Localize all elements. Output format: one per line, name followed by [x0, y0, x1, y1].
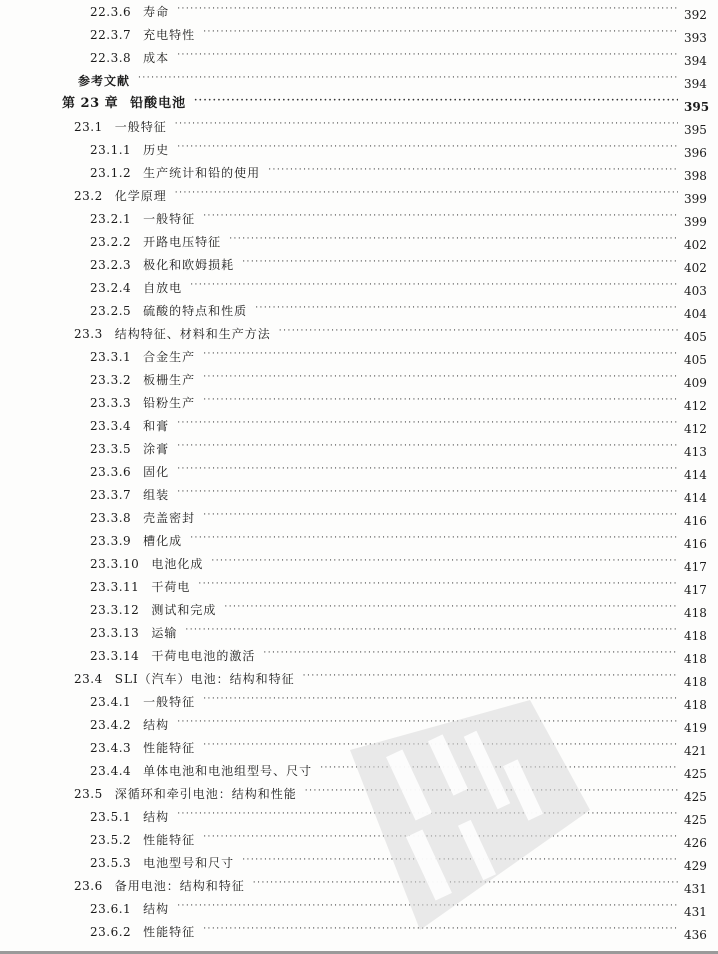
toc-entry-number: 23.1.2 — [90, 166, 132, 180]
toc-leader-dots — [177, 416, 678, 430]
toc-leader-dots — [177, 439, 678, 453]
toc-subsection-row[interactable] — [0, 847, 718, 873]
toc-subsection-row[interactable] — [0, 341, 718, 367]
toc-leader-dots — [253, 876, 678, 890]
toc-page-number: 399 — [684, 192, 707, 206]
toc-leader-dots — [242, 853, 678, 867]
toc-subsection-row[interactable] — [0, 0, 718, 22]
toc-entry-title: 槽化成 — [143, 534, 183, 548]
toc-page-number: 431 — [684, 882, 707, 896]
toc-subsection-row[interactable] — [0, 916, 718, 942]
toc-leader-dots — [203, 830, 678, 844]
toc-entry-title: 性能特征 — [143, 833, 196, 847]
toc-subsection-row[interactable] — [0, 571, 718, 597]
toc-page-number: 418 — [684, 675, 707, 689]
toc-entry-number: 23.6 — [74, 879, 103, 893]
toc-section-row[interactable] — [0, 318, 718, 344]
toc-chapter-row[interactable] — [0, 88, 718, 114]
toc-leader-dots — [203, 692, 678, 706]
toc-page-number: 394 — [684, 77, 707, 91]
toc-leader-dots — [194, 94, 678, 108]
toc-entry-number: 22.3.6 — [90, 5, 132, 19]
toc-leader-dots — [203, 25, 678, 39]
toc-entry-number: 23.2.1 — [90, 212, 132, 226]
toc-leader-dots — [177, 140, 678, 154]
toc-entry-number: 23.6.1 — [90, 902, 132, 916]
toc-leader-dots — [177, 807, 678, 821]
toc-entry-title: 成本 — [143, 51, 170, 65]
toc-entry-title: 一般特征 — [143, 695, 196, 709]
toc-entry-number: 23.3.9 — [90, 534, 132, 548]
toc-page-number: 405 — [684, 330, 707, 344]
toc-page-number: 399 — [684, 215, 707, 229]
toc-subsection-row[interactable] — [0, 226, 718, 252]
toc-leader-dots — [203, 209, 678, 223]
toc-subsection-row[interactable] — [0, 272, 718, 298]
toc-page-number: 402 — [684, 238, 707, 252]
toc-page-number: 416 — [684, 537, 707, 551]
toc-subsection-row[interactable] — [0, 824, 718, 850]
toc-entry-title: 硫酸的特点和性质 — [143, 304, 248, 318]
toc-leader-dots — [203, 738, 678, 752]
toc-leader-dots — [263, 646, 678, 660]
toc-page-number: 426 — [684, 836, 707, 850]
toc-section-row[interactable] — [0, 663, 718, 689]
toc-entry-title: 固化 — [143, 465, 170, 479]
toc-entry-title: 历史 — [143, 143, 170, 157]
toc-entry-number: 23.2.3 — [90, 258, 132, 272]
toc-leader-dots — [224, 600, 678, 614]
toc-page-number: 416 — [684, 514, 707, 528]
toc-subsection-row[interactable] — [0, 295, 718, 321]
toc-page-number: 425 — [684, 767, 707, 781]
toc-subsection-row[interactable] — [0, 134, 718, 160]
toc-leader-dots — [175, 186, 678, 200]
toc-entry-title: 结构特征、材料和生产方法 — [114, 327, 271, 341]
toc-page-number: 412 — [684, 399, 707, 413]
toc-page-number: 418 — [684, 629, 707, 643]
toc-page-number: 412 — [684, 422, 707, 436]
toc-leader-dots — [190, 278, 678, 292]
toc-entry-number: 23.5.2 — [90, 833, 132, 847]
toc-subsection-row[interactable] — [0, 686, 718, 712]
toc-leader-dots — [190, 531, 678, 545]
toc-entry-number: 23.6.2 — [90, 925, 132, 939]
toc-page-number: 404 — [684, 307, 707, 321]
toc-leader-dots — [268, 163, 678, 177]
toc-entry-title: 电池化成 — [151, 557, 204, 571]
toc-subsection-row[interactable] — [0, 19, 718, 45]
toc-subsection-row[interactable] — [0, 594, 718, 620]
toc-section-row[interactable] — [0, 870, 718, 896]
toc-page-number: 403 — [684, 284, 707, 298]
toc-entry-number: 23.2.5 — [90, 304, 132, 318]
toc-page-number: 396 — [684, 146, 707, 160]
toc-subsection-row[interactable] — [0, 42, 718, 68]
toc-entry-title: 干荷电 — [151, 580, 191, 594]
toc-leader-dots — [177, 899, 678, 913]
toc-page-number: 409 — [684, 376, 707, 390]
toc-leader-dots — [138, 71, 678, 85]
toc-entry-number: 23.3.7 — [90, 488, 132, 502]
toc-entry-title: 结构 — [143, 810, 170, 824]
toc-page-number: 392 — [684, 8, 707, 22]
toc-entry-title: 一般特征 — [143, 212, 196, 226]
toc-subsection-row[interactable] — [0, 433, 718, 459]
toc-entry-title: 铅酸电池 — [130, 96, 187, 111]
toc-entry-number: 23.4.4 — [90, 764, 132, 778]
toc-entry-title: 自放电 — [143, 281, 183, 295]
toc-entry-number: 23.5.1 — [90, 810, 132, 824]
toc-page-number: 395 — [684, 123, 707, 137]
toc-entry-number: 23.3.5 — [90, 442, 132, 456]
toc-entry-number: 23.2.4 — [90, 281, 132, 295]
toc-page-number: 429 — [684, 859, 707, 873]
toc-entry-title: 单体电池和电池组型号、尺寸 — [143, 764, 313, 778]
toc-page-number: 414 — [684, 491, 707, 505]
toc-leader-dots — [177, 462, 678, 476]
toc-entry-number: 23.2.2 — [90, 235, 132, 249]
toc-entry-number: 23.4.2 — [90, 718, 132, 732]
toc-leader-dots — [175, 117, 678, 131]
toc-page-number: 417 — [684, 560, 707, 574]
toc-entry-number: 23.4 — [74, 672, 103, 686]
toc-entry-title: 深循环和牵引电池：结构和性能 — [114, 787, 297, 801]
toc-entry-number: 23.1 — [74, 120, 103, 134]
toc-subsection-row[interactable] — [0, 617, 718, 643]
toc-entry-title: 结构 — [143, 718, 170, 732]
toc-subsection-row[interactable] — [0, 479, 718, 505]
toc-leader-dots — [177, 48, 678, 62]
toc-page-number: 402 — [684, 261, 707, 275]
toc-entry-title: 性能特征 — [143, 925, 196, 939]
toc-entry-number: 23.3.10 — [90, 557, 140, 571]
toc-subsection-row[interactable] — [0, 410, 718, 436]
toc-subsection-row[interactable] — [0, 525, 718, 551]
toc-entry-number: 23.1.1 — [90, 143, 132, 157]
toc-entry-number: 23.3.12 — [90, 603, 140, 617]
toc-subsection-row[interactable] — [0, 502, 718, 528]
toc-entry-number: 23.3.4 — [90, 419, 132, 433]
toc-entry-number: 23.3.6 — [90, 465, 132, 479]
toc-leader-dots — [198, 577, 678, 591]
toc-page-number: 417 — [684, 583, 707, 597]
toc-entry-title: SLI（汽车）电池：结构和特征 — [114, 672, 295, 686]
toc-leader-dots — [229, 232, 678, 246]
toc-page-number: 418 — [684, 698, 707, 712]
toc-page-number: 395 — [684, 100, 710, 114]
toc-entry-number: 23.3.3 — [90, 396, 132, 410]
toc-subsection-row[interactable] — [0, 709, 718, 735]
toc-subsection-row[interactable] — [0, 801, 718, 827]
toc-entry-title: 性能特征 — [143, 741, 196, 755]
toc-subsection-row[interactable] — [0, 249, 718, 275]
toc-subsection-row[interactable] — [0, 893, 718, 919]
toc-page-number: 418 — [684, 606, 707, 620]
toc-page-number: 394 — [684, 54, 707, 68]
toc-leader-dots — [177, 715, 678, 729]
toc-entry-number: 23.2 — [74, 189, 103, 203]
toc-subsection-row[interactable] — [0, 387, 718, 413]
toc-entry-title: 组装 — [143, 488, 170, 502]
toc-entry-title: 板栅生产 — [143, 373, 196, 387]
toc-leader-dots — [185, 623, 678, 637]
toc-entry-number: 22.3.8 — [90, 51, 132, 65]
toc-entry-number: 23.3.14 — [90, 649, 140, 663]
toc-entry-title: 运输 — [151, 626, 178, 640]
toc-references-row[interactable] — [0, 65, 718, 91]
toc-leader-dots — [211, 554, 678, 568]
toc-leader-dots — [320, 761, 678, 775]
toc-leader-dots — [203, 508, 678, 522]
toc-leader-dots — [177, 485, 678, 499]
toc-subsection-row[interactable] — [0, 548, 718, 574]
toc-leader-dots — [203, 347, 678, 361]
toc-entry-title: 参考文献 — [78, 74, 131, 88]
toc-page-number: 398 — [684, 169, 707, 183]
toc-entry-title: 合金生产 — [143, 350, 196, 364]
toc-entry-title: 寿命 — [143, 5, 170, 19]
toc-entry-title: 生产统计和铅的使用 — [143, 166, 261, 180]
toc-entry-number: 23.3.13 — [90, 626, 140, 640]
toc-section-row[interactable] — [0, 778, 718, 804]
toc-page-number: 419 — [684, 721, 707, 735]
toc-page-number: 405 — [684, 353, 707, 367]
toc-entry-title: 极化和欧姆损耗 — [143, 258, 235, 272]
toc-subsection-row[interactable] — [0, 157, 718, 183]
toc-entry-number: 23.5 — [74, 787, 103, 801]
toc-page-number: 421 — [684, 744, 707, 758]
toc-leader-dots — [255, 301, 678, 315]
toc-entry-title: 电池型号和尺寸 — [143, 856, 235, 870]
toc-page-number: 436 — [684, 928, 707, 942]
toc-entry-number: 23.3.8 — [90, 511, 132, 525]
toc-subsection-row[interactable] — [0, 364, 718, 390]
toc-leader-dots — [203, 393, 678, 407]
toc-leader-dots — [177, 2, 678, 16]
toc-entry-title: 化学原理 — [114, 189, 167, 203]
toc-entry-title: 和膏 — [143, 419, 170, 433]
toc-leader-dots — [242, 255, 678, 269]
toc-leader-dots — [305, 784, 678, 798]
toc-section-row[interactable] — [0, 180, 718, 206]
toc-entry-number: 23.3.2 — [90, 373, 132, 387]
toc-subsection-row[interactable] — [0, 732, 718, 758]
toc-entry-title: 涂膏 — [143, 442, 170, 456]
toc-subsection-row[interactable] — [0, 456, 718, 482]
toc-entry-number: 23.4.1 — [90, 695, 132, 709]
toc-entry-number: 22.3.7 — [90, 28, 132, 42]
toc-entry-number: 23.3.1 — [90, 350, 132, 364]
toc-entry-title: 开路电压特征 — [143, 235, 222, 249]
toc-page-number: 418 — [684, 652, 707, 666]
toc-leader-dots — [203, 922, 678, 936]
toc-page-number: 414 — [684, 468, 707, 482]
toc-entry-title: 一般特征 — [114, 120, 167, 134]
toc-entry-title: 备用电池：结构和特征 — [114, 879, 245, 893]
toc-leader-dots — [279, 324, 678, 338]
toc-entry-number: 23.3 — [74, 327, 103, 341]
toc-subsection-row[interactable] — [0, 203, 718, 229]
toc-entry-title: 充电特性 — [143, 28, 196, 42]
toc-entry-title: 测试和完成 — [151, 603, 217, 617]
toc-entry-title: 结构 — [143, 902, 170, 916]
toc-entry-title: 干荷电电池的激活 — [151, 649, 256, 663]
toc-page-number: 425 — [684, 813, 707, 827]
toc-entry-number: 第 23 章 — [62, 96, 119, 111]
toc-page-number: 393 — [684, 31, 707, 45]
toc-subsection-row[interactable] — [0, 640, 718, 666]
toc-leader-dots — [303, 669, 678, 683]
toc-entry-title: 壳盖密封 — [143, 511, 196, 525]
toc-section-row[interactable] — [0, 111, 718, 137]
toc-entry-number: 23.3.11 — [90, 580, 140, 594]
toc-page-number: 431 — [684, 905, 707, 919]
toc-leader-dots — [203, 370, 678, 384]
toc-page-number: 413 — [684, 445, 707, 459]
toc-entry-number: 23.4.3 — [90, 741, 132, 755]
toc-entry-number: 23.5.3 — [90, 856, 132, 870]
toc-entry-title: 铅粉生产 — [143, 396, 196, 410]
toc-subsection-row[interactable] — [0, 755, 718, 781]
toc-page-number: 425 — [684, 790, 707, 804]
